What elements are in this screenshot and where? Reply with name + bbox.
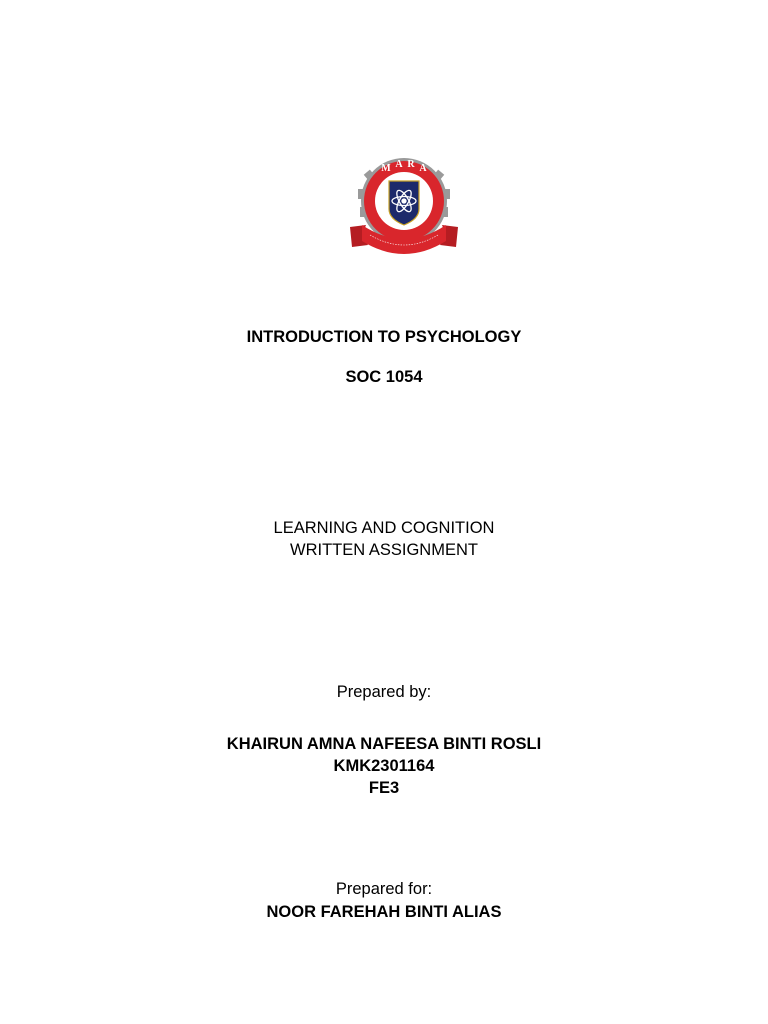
prepared-by-label: Prepared by: [336,683,432,701]
prepared-for-label: Prepared for: [335,880,433,898]
lecturer-name: NOOR FAREHAH BINTI ALIAS [266,903,502,921]
course-code: SOC 1054 [345,368,423,386]
student-id: KMK2301164 [333,757,435,775]
svg-text:M: M [381,163,391,174]
course-title: INTRODUCTION TO PSYCHOLOGY [246,328,522,346]
svg-text:A: A [395,159,403,170]
assignment-title-line2: WRITTEN ASSIGNMENT [290,541,478,559]
svg-text:A: A [419,163,427,174]
assignment-title-line1: LEARNING AND COGNITION [273,519,495,537]
student-class: FE3 [368,779,400,797]
college-crest-logo [344,155,464,257]
student-name: KHAIRUN AMNA NAFEESA BINTI ROSLI [226,735,542,753]
svg-text:R: R [407,159,415,170]
